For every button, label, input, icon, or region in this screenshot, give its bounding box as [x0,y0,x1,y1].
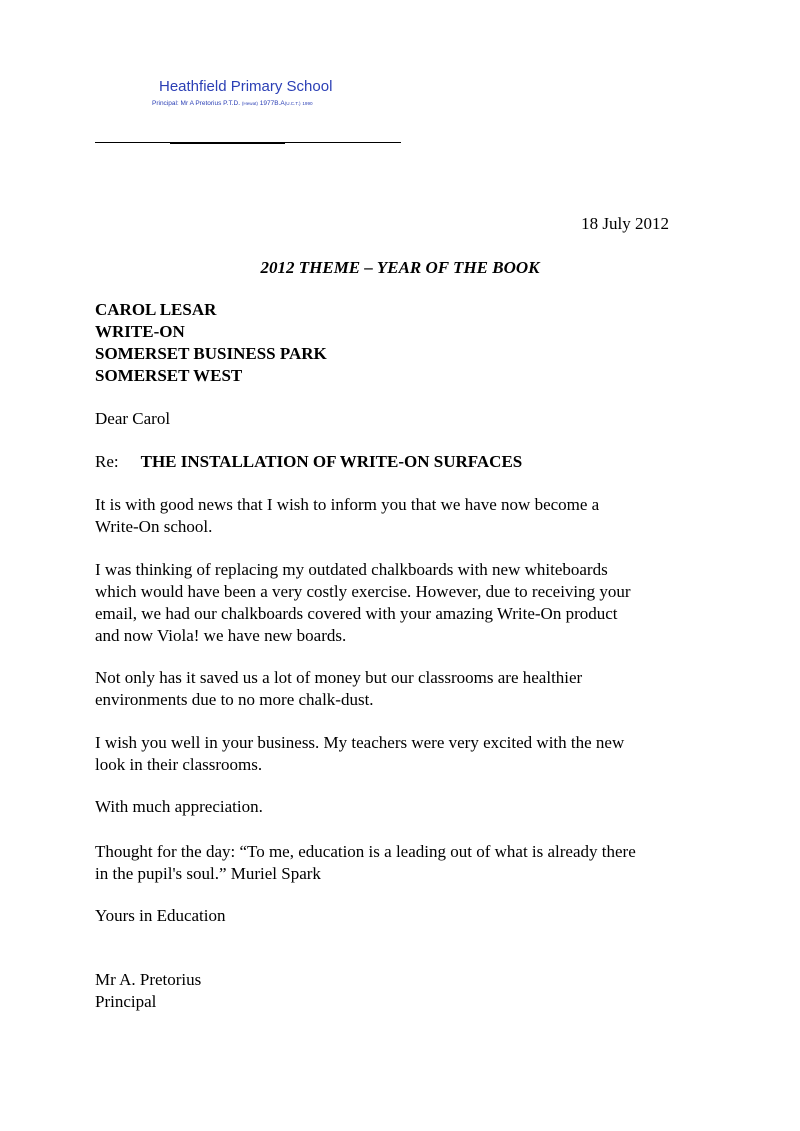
paragraph-line: Thought for the day: “To me, education is a leading out of what is already there [95,842,636,861]
paragraph-line: environments due to no more chalk-dust. [95,690,374,709]
recipient-company: WRITE-ON [95,322,185,341]
principal-credentials [152,100,313,107]
recipient-name: CAROL LESAR [95,300,217,319]
paragraph-line: I was thinking of replacing my outdated chalkboards with new whiteboards [95,560,608,579]
signatory-name: Mr A. Pretorius [95,970,202,989]
letter-date: 18 July 2012 [581,214,669,233]
subject-line [95,451,715,473]
thought-for-the-day [95,841,715,885]
recipient-address-line1: SOMERSET BUSINESS PARK [95,344,327,363]
signatory-title: Principal [95,992,157,1011]
principal-prefix: Principal: Mr A Pretorius P.T.D. [152,100,241,107]
body-paragraph-4 [95,732,715,776]
paragraph-line: email, we had our chalkboards covered with your amazing Write-On product [95,604,618,623]
principal-year2: 1990 [302,101,313,106]
paragraph-line: It is with good news that I wish to inform you that we have now become a [95,495,600,514]
theme-heading: 2012 THEME – YEAR OF THE BOOK [260,258,540,277]
principal-year1: 1977B.A [259,100,285,107]
paragraph-line: in the pupil's soul.” Muriel Spark [95,864,321,883]
paragraph-line: I wish you well in your business. My teachers were very excited with the new [95,733,625,752]
school-name: Heathfield Primary School [159,78,333,95]
paragraph-line: which would have been a very costly exercise. However, due to receiving your [95,582,631,601]
body-paragraph-5: With much appreciation. [95,797,263,816]
salutation: Dear Carol [95,409,171,428]
re-label: Re: [95,452,119,471]
paragraph-line: Not only has it saved us a lot of money but our classrooms are healthier [95,668,583,687]
closing: Yours in Education [95,906,226,925]
recipient-address [95,299,715,387]
principal-hewat: (Hewat) [241,101,258,106]
body-paragraph-2 [95,559,715,647]
letterhead-divider-accent [170,142,285,144]
principal-uct: (U.C.T.) [284,101,301,106]
body-paragraph-3 [95,667,715,711]
paragraph-line: look in their classrooms. [95,755,263,774]
re-subject: THE INSTALLATION OF WRITE-ON SURFACES [140,452,523,471]
paragraph-line: Write-On school. [95,517,213,536]
recipient-address-line2: SOMERSET WEST [95,366,243,385]
body-paragraph-1 [95,494,715,538]
paragraph-line: and now Viola! we have new boards. [95,626,347,645]
